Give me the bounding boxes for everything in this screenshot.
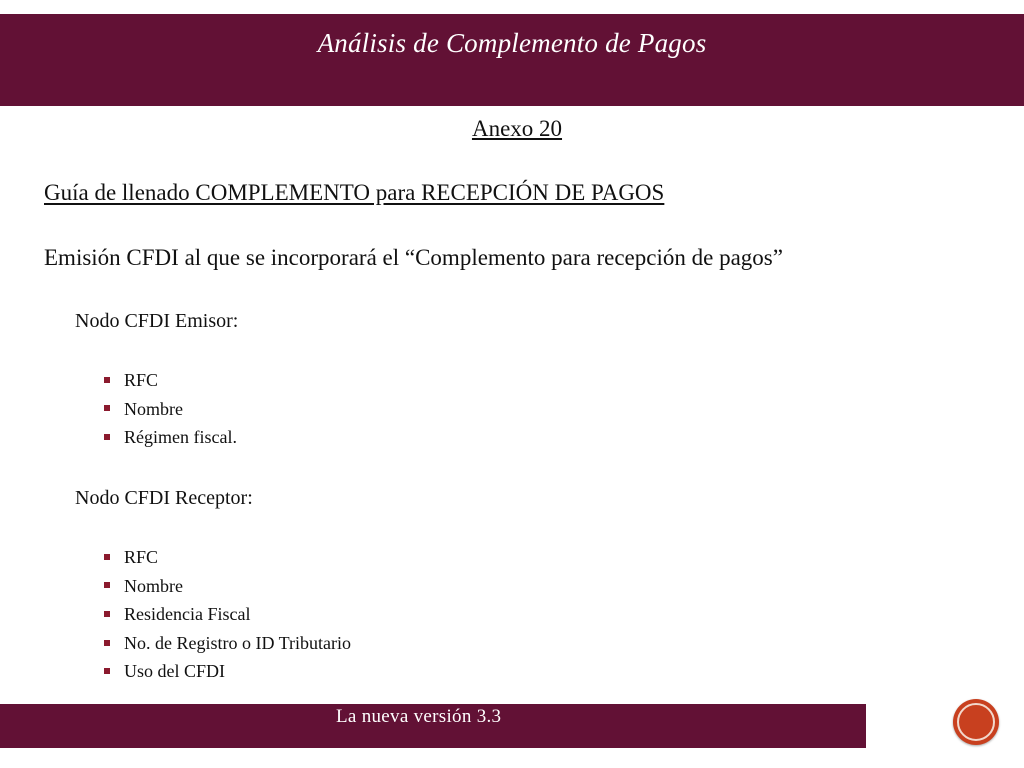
square-bullet-icon (104, 611, 110, 617)
guide-heading: Guía de llenado COMPLEMENTO para RECEPCIÓN DE PAGOS (44, 180, 665, 205)
square-bullet-icon (104, 434, 110, 440)
square-bullet-icon (104, 405, 110, 411)
list-item-label: Nombre (124, 398, 183, 419)
slide-number-badge (953, 699, 999, 745)
list-item (104, 657, 351, 686)
list-item-label: RFC (124, 547, 159, 567)
list-item (104, 629, 351, 658)
receptor-node-heading: Nodo CFDI Receptor: (75, 487, 253, 509)
list-item (104, 395, 237, 424)
annex-subtitle: Anexo 20 (471, 116, 563, 141)
list-item (104, 423, 237, 452)
list-item (104, 572, 351, 601)
list-item-label: Régimen fiscal. (124, 427, 237, 448)
list-item (104, 543, 351, 572)
list-item-label: Uso del CFDI (124, 661, 226, 682)
list-item (104, 366, 237, 395)
list-item-label: Residencia Fiscal (124, 604, 251, 625)
emisor-bullet-list (104, 366, 237, 452)
list-item-label: No. de Registro o ID Tributario (124, 632, 351, 653)
list-item (104, 600, 351, 629)
square-bullet-icon (104, 377, 110, 383)
list-item-label: Nombre (124, 575, 183, 596)
square-bullet-icon (104, 668, 110, 674)
footer-text: La nueva versión 3.3 (336, 706, 502, 727)
slide-title: Análisis de Complemento de Pagos (317, 28, 707, 58)
square-bullet-icon (104, 554, 110, 560)
list-item-label: RFC (124, 370, 159, 390)
square-bullet-icon (104, 640, 110, 646)
emission-description: Emisión CFDI al que se incorporará el “Complemento para recepción de pagos” (44, 245, 783, 270)
emisor-node-heading: Nodo CFDI Emisor: (75, 310, 239, 332)
receptor-bullet-list (104, 543, 351, 686)
square-bullet-icon (104, 582, 110, 588)
badge-ring-icon (957, 703, 995, 741)
